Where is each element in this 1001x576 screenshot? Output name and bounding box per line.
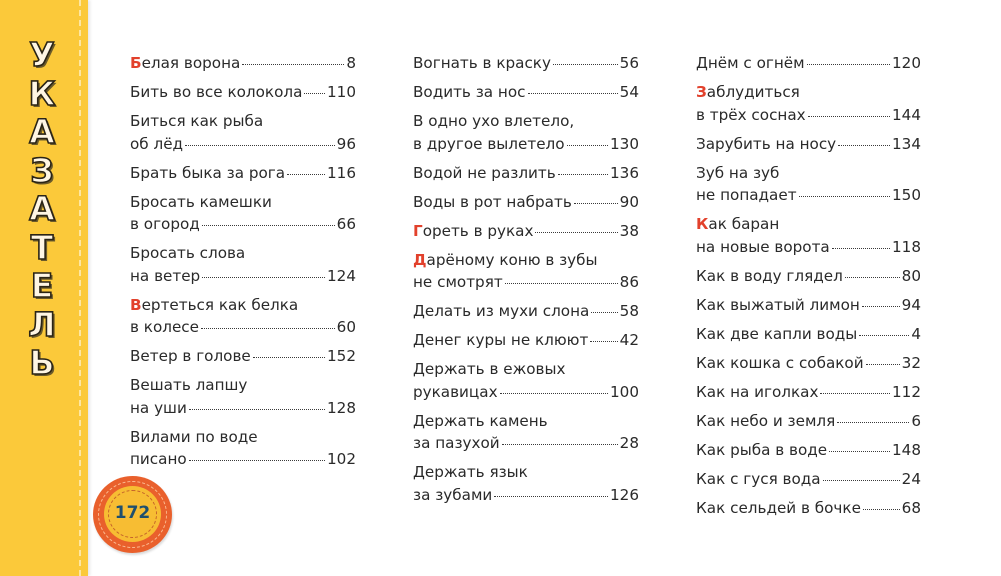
entry-label: ореть в руках <box>422 221 534 240</box>
entry-label: за пазухой <box>413 434 500 452</box>
entry-text <box>130 213 200 236</box>
entry-line <box>413 220 639 243</box>
entry-line <box>130 426 356 449</box>
page-reference: 136 <box>610 163 639 182</box>
entry-line <box>130 213 356 236</box>
entry-label: на уши <box>130 398 187 417</box>
entry-label: Вогнать в краску <box>413 54 551 72</box>
entry-line <box>413 461 639 484</box>
index-entry <box>696 162 921 207</box>
entry-line <box>413 110 639 133</box>
page-reference: 6 <box>911 411 921 430</box>
title-letter: Ь <box>29 343 55 382</box>
letter-initial: Г <box>413 221 423 240</box>
dot-leader <box>502 444 618 445</box>
entry-text <box>130 162 285 185</box>
dot-leader <box>820 393 890 394</box>
dot-leader <box>567 145 608 146</box>
index-entry <box>130 81 356 104</box>
entry-line <box>413 81 639 104</box>
entry-label: Воды в рот набрать <box>413 192 572 211</box>
entry-text <box>696 352 864 375</box>
page-reference: 118 <box>892 237 921 256</box>
entry-label: Ветер в голове <box>130 347 251 365</box>
index-entry <box>413 220 639 243</box>
entry-label: Днём с огнём <box>696 54 805 72</box>
index-entry <box>413 410 639 455</box>
index-entry <box>413 162 639 185</box>
dot-leader <box>807 64 890 65</box>
dot-leader <box>304 93 325 94</box>
dot-leader <box>863 509 900 510</box>
index-entry <box>696 265 921 288</box>
entry-line <box>696 133 921 156</box>
stitch-line <box>79 0 81 576</box>
index-entry <box>130 110 356 155</box>
index-entry <box>696 81 921 126</box>
index-entry <box>696 410 921 433</box>
entry-text <box>130 345 251 368</box>
page-reference: 80 <box>901 266 921 285</box>
index-entry <box>130 294 356 339</box>
page-reference: 8 <box>346 54 356 72</box>
dot-leader <box>591 312 617 313</box>
entry-line <box>696 162 921 185</box>
entry-label: Как две капли воды <box>696 324 858 343</box>
entry-label: Как небо и земля <box>696 411 836 430</box>
entry-line <box>413 191 639 214</box>
entry-text <box>696 468 821 491</box>
page-reference: 128 <box>327 398 356 417</box>
entry-label: в другое вылетело <box>413 134 565 153</box>
dot-leader <box>500 393 608 394</box>
entry-label: Зуб на зуб <box>696 163 780 182</box>
entry-text <box>130 242 245 265</box>
entry-label: Зарубить на носу <box>696 134 837 153</box>
dot-leader <box>866 364 900 365</box>
entry-label: рукавицах <box>413 382 498 401</box>
entry-line <box>413 271 639 294</box>
index-entry <box>696 213 921 258</box>
entry-text <box>130 426 258 449</box>
page-reference: 38 <box>619 221 639 240</box>
entry-label: Как с гуся вода <box>696 469 821 488</box>
index-column-2 <box>413 52 639 513</box>
entry-label: не смотрят <box>413 273 503 291</box>
index-entry <box>696 352 921 375</box>
entry-line <box>413 249 639 272</box>
entry-line <box>696 497 921 520</box>
entry-line <box>413 381 639 404</box>
letter-initial: З <box>696 83 707 101</box>
page-reference: 110 <box>327 83 356 101</box>
entry-line <box>413 52 639 75</box>
page-reference: 120 <box>892 54 921 72</box>
entry-line <box>130 448 356 471</box>
entry-text <box>696 162 779 185</box>
page-reference: 28 <box>619 434 639 452</box>
entry-text <box>130 397 187 420</box>
entry-text <box>696 213 779 236</box>
index-entry <box>413 191 639 214</box>
index-entry <box>130 52 356 75</box>
dot-leader <box>185 145 335 146</box>
entry-text <box>413 162 556 185</box>
entry-label: Как сельдей в бочке <box>696 498 861 517</box>
entry-line <box>130 52 356 75</box>
entry-line <box>413 133 639 156</box>
index-entry <box>130 374 356 419</box>
entry-text <box>130 133 183 156</box>
index-entry <box>696 294 921 317</box>
letter-initial: К <box>696 215 709 233</box>
entry-text <box>413 191 572 214</box>
sidebar-strip <box>0 0 88 576</box>
entry-text <box>413 461 528 484</box>
page-reference: 42 <box>619 331 639 349</box>
dot-leader <box>823 480 900 481</box>
dot-leader <box>535 232 617 233</box>
entry-text <box>130 52 240 75</box>
entry-line <box>696 236 921 259</box>
dot-leader <box>558 174 608 175</box>
dot-leader <box>189 460 325 461</box>
entry-text <box>130 294 298 317</box>
dot-leader <box>832 248 890 249</box>
page-number: 172 <box>114 503 151 523</box>
entry-text <box>413 52 551 75</box>
entry-line <box>696 294 921 317</box>
badge-inner-circle <box>104 486 161 542</box>
entry-text <box>130 374 247 397</box>
entry-label: Брать быка за рога <box>130 163 286 182</box>
entry-text <box>696 294 860 317</box>
entry-text <box>696 133 836 156</box>
entry-line <box>696 213 921 236</box>
entry-line <box>696 265 921 288</box>
entry-label: писано <box>130 450 187 468</box>
entry-line <box>696 439 921 462</box>
entry-label: Денег куры не клюют <box>413 331 589 349</box>
entry-line <box>413 358 639 381</box>
entry-line <box>413 300 639 323</box>
page-reference: 100 <box>610 382 639 401</box>
entry-line <box>413 162 639 185</box>
entry-line <box>413 329 639 352</box>
title-letter: У <box>29 35 55 74</box>
entry-text <box>130 316 199 339</box>
entry-text <box>130 81 302 104</box>
entry-text <box>413 329 588 352</box>
entry-line <box>130 345 356 368</box>
entry-label: ак баран <box>708 215 780 233</box>
entry-line <box>413 410 639 433</box>
page-reference: 130 <box>610 134 639 153</box>
index-entry <box>696 497 921 520</box>
index-entry <box>130 242 356 287</box>
entry-line <box>696 381 921 404</box>
entry-text <box>413 432 500 455</box>
index-entry <box>413 110 639 155</box>
entry-label: Бросать слова <box>130 244 246 262</box>
entry-label: арёному коню в зубы <box>426 250 598 269</box>
entry-label: Биться как рыба <box>130 112 264 130</box>
index-entry <box>413 329 639 352</box>
entry-label: аблудиться <box>706 83 800 101</box>
dot-leader <box>590 341 617 342</box>
entry-label: Держать в ежовых <box>413 360 566 378</box>
page-reference: 90 <box>619 192 639 211</box>
page-reference: 56 <box>619 54 639 72</box>
entry-text <box>696 410 835 433</box>
index-entry <box>413 358 639 403</box>
page-reference: 24 <box>901 469 921 488</box>
title-letter: З <box>30 150 54 190</box>
page-reference: 66 <box>336 215 356 233</box>
index-column-3 <box>696 52 921 526</box>
entry-text <box>413 271 503 294</box>
index-entry <box>696 381 921 404</box>
index-entry <box>696 52 921 75</box>
entry-label: Как рыба в воде <box>696 440 828 459</box>
entry-label: Держать язык <box>413 463 528 481</box>
page-reference: 152 <box>327 347 356 365</box>
index-entry <box>413 81 639 104</box>
index-entry <box>130 345 356 368</box>
entry-label: в трёх соснах <box>696 105 806 124</box>
entry-text <box>413 358 566 381</box>
entry-label: В одно ухо влетело, <box>413 112 575 130</box>
index-entry <box>413 300 639 323</box>
entry-label: Водить за нос <box>413 83 526 101</box>
entry-line <box>696 410 921 433</box>
entry-line <box>696 52 921 75</box>
letter-initial: В <box>130 295 142 314</box>
index-entry <box>130 426 356 471</box>
index-entry <box>696 468 921 491</box>
dot-leader <box>862 306 900 307</box>
entry-label: Держать камень <box>413 411 548 430</box>
entry-text <box>130 265 200 288</box>
entry-line <box>696 81 921 104</box>
entry-text <box>130 110 263 133</box>
entry-label: Бросать камешки <box>130 192 272 211</box>
entry-line <box>130 81 356 104</box>
dot-leader <box>859 335 909 336</box>
title-letter: А <box>29 189 55 228</box>
dot-leader <box>837 422 909 423</box>
entry-text <box>130 448 187 471</box>
letter-initial: Б <box>130 54 142 72</box>
entry-line <box>696 184 921 207</box>
dot-leader <box>528 93 618 94</box>
entry-label: на ветер <box>130 266 201 285</box>
entry-line <box>696 352 921 375</box>
entry-label: Как кошка с собакой <box>696 353 864 372</box>
entry-text <box>413 133 565 156</box>
dot-leader <box>845 277 900 278</box>
page-reference: 126 <box>610 485 639 504</box>
entry-label: Вешать лапшу <box>130 376 248 394</box>
entry-label: Делать из мухи слона <box>413 302 590 320</box>
dot-leader <box>189 409 325 410</box>
entry-label: Как выжатый лимон <box>696 295 860 314</box>
dot-leader <box>505 283 618 284</box>
page-reference: 60 <box>336 318 356 336</box>
title-letter: К <box>28 73 56 113</box>
index-entry <box>130 191 356 236</box>
page-reference: 144 <box>892 105 921 124</box>
index-entry <box>413 461 639 506</box>
index-entry <box>413 249 639 294</box>
dot-leader <box>202 225 335 226</box>
entry-line <box>130 294 356 317</box>
entry-text <box>696 236 830 259</box>
entry-line <box>130 242 356 265</box>
entry-text <box>696 81 800 104</box>
dot-leader <box>808 116 890 117</box>
index-entry <box>130 162 356 185</box>
entry-text <box>413 220 533 243</box>
entry-label: Как на иголках <box>696 382 819 401</box>
page-reference: 134 <box>892 134 921 153</box>
entry-text <box>696 104 806 127</box>
entry-label: елая ворона <box>141 54 241 72</box>
dot-leader <box>838 145 890 146</box>
page-reference: 124 <box>327 266 356 285</box>
entry-line <box>130 265 356 288</box>
entry-label: об лёд <box>130 134 184 153</box>
entry-line <box>413 484 639 507</box>
entry-label: на новые ворота <box>696 237 830 256</box>
dot-leader <box>574 203 618 204</box>
dot-leader <box>287 174 325 175</box>
dot-leader <box>829 451 890 452</box>
page-reference: 116 <box>327 163 356 182</box>
entry-label: Вилами по воде <box>130 427 258 446</box>
dot-leader <box>553 64 618 65</box>
index-entry <box>696 323 921 346</box>
entry-text <box>696 323 857 346</box>
entry-label: ертеться как белка <box>141 295 299 314</box>
entry-line <box>130 374 356 397</box>
page-reference: 54 <box>619 83 639 101</box>
entry-line <box>696 468 921 491</box>
dot-leader <box>202 277 325 278</box>
entry-label: в колесе <box>130 318 199 336</box>
index-entry <box>696 133 921 156</box>
page-reference: 112 <box>892 382 921 401</box>
entry-text <box>696 497 861 520</box>
title-letter: А <box>29 112 55 151</box>
dot-leader <box>494 496 608 497</box>
title-letter: Л <box>28 304 56 344</box>
entry-text <box>413 381 498 404</box>
entry-label: не попадает <box>696 186 797 204</box>
entry-text <box>413 81 526 104</box>
entry-label: Водой не разлить <box>413 163 556 182</box>
entry-text <box>413 484 492 507</box>
dot-leader <box>201 328 335 329</box>
entry-text <box>696 184 797 207</box>
page-reference: 96 <box>336 134 356 153</box>
entry-text <box>696 381 818 404</box>
page-reference: 32 <box>901 353 921 372</box>
entry-label: Как в воду глядел <box>696 266 843 285</box>
page-reference: 86 <box>619 273 639 291</box>
entry-text <box>413 410 548 433</box>
entry-text <box>130 191 272 214</box>
entry-label: Бить во все колокола <box>130 83 303 101</box>
entry-line <box>130 162 356 185</box>
page-reference: 150 <box>892 186 921 204</box>
entry-line <box>130 191 356 214</box>
page-reference: 94 <box>901 295 921 314</box>
entry-line <box>130 133 356 156</box>
page-reference: 148 <box>892 440 921 459</box>
title-letter: Т <box>30 227 54 267</box>
entry-line <box>130 397 356 420</box>
entry-text <box>696 265 843 288</box>
entry-text <box>413 300 589 323</box>
page-reference: 102 <box>327 450 356 468</box>
entry-line <box>130 110 356 133</box>
page-reference: 4 <box>911 324 921 343</box>
page-reference: 58 <box>619 302 639 320</box>
entry-line <box>696 323 921 346</box>
entry-label: за зубами <box>413 485 493 504</box>
entry-text <box>413 110 574 133</box>
index-entry <box>696 439 921 462</box>
index-column-1 <box>130 52 356 477</box>
title-letter: Е <box>30 266 54 305</box>
entry-text <box>696 439 827 462</box>
dot-leader <box>799 196 890 197</box>
entry-text <box>696 52 805 75</box>
page-reference: 68 <box>901 498 921 517</box>
letter-initial: Д <box>413 250 427 269</box>
entry-text <box>413 249 598 272</box>
index-title <box>20 36 64 383</box>
entry-line <box>413 432 639 455</box>
index-entry <box>413 52 639 75</box>
dot-leader <box>253 357 325 358</box>
page-number-badge <box>93 476 172 553</box>
entry-line <box>696 104 921 127</box>
entry-line <box>130 316 356 339</box>
entry-label: в огород <box>130 215 200 233</box>
dot-leader <box>242 64 344 65</box>
